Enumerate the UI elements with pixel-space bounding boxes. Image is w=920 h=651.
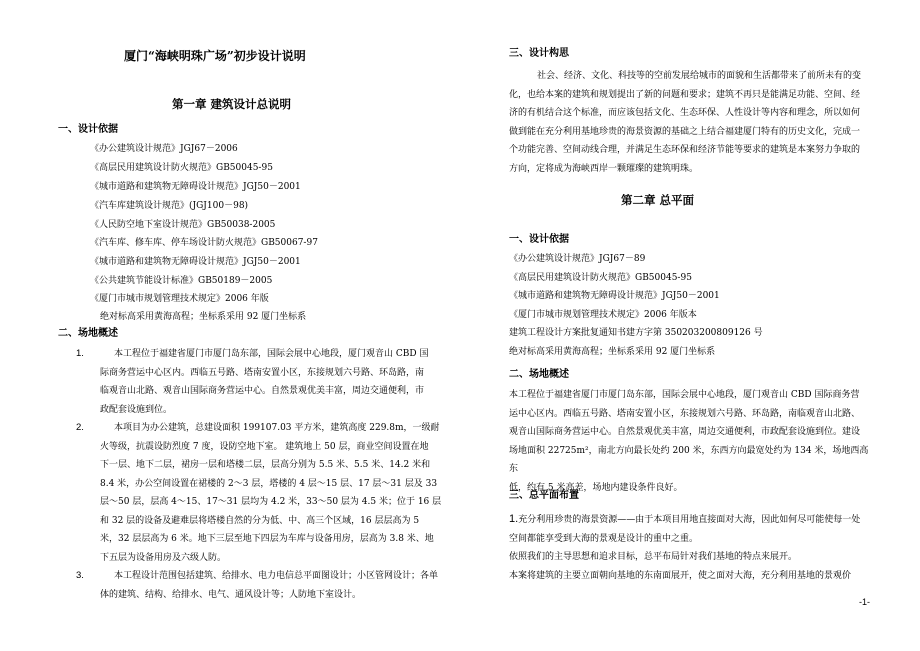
reference-item: 《高层民用建筑设计防火规范》GB50045-95	[90, 163, 273, 173]
reference-item: 《汽车库建筑设计规范》(JGJ100－98)	[90, 201, 249, 211]
paragraph-line: 下一层、地下二层，裙房一层和塔楼二层，层高分别为 5.5 米、5.5 米、14.2 米和	[100, 460, 431, 470]
paragraph-line: 层～50 层，层高 4～15、17～31 层均为 4.2 米，33～50 层为 4.5 米；位于 16 层	[100, 497, 442, 507]
paragraph-line: 运中心区内。西临五号路、塔南安置小区，东接规划六号路、环岛路，南临观音山北路、	[509, 408, 861, 419]
reference-item: 《城市道路和建筑物无障碍设计规范》JGJ50－2001	[90, 257, 301, 267]
item-number: 3.	[76, 570, 84, 581]
reference-item: 《汽车库、修车库、停车场设计防火规范》GB50067-97	[90, 238, 318, 248]
reference-item: 绝对标高采用黄海高程；坐标系采用 92 厦门坐标系	[509, 346, 716, 357]
paragraph-line: 观音山国际商务营运中心。自然景观优美丰富，周边交通便利，市政配套设施到位。建设	[509, 427, 861, 437]
paragraph-line: 和 32 层的设备及避难层将塔楼自然的分为低、中、高三个区域，16 层层高为 5	[100, 515, 420, 526]
basis-list	[509, 250, 763, 361]
chapter-2-title: 第二章 总平面	[621, 193, 695, 207]
layout-paragraph	[509, 510, 860, 585]
reference-item: 《高层民用建筑设计防火规范》GB50045-95	[509, 272, 692, 283]
section-heading-design-basis-2: 一、设计依据	[509, 234, 569, 245]
item-paragraph	[100, 345, 428, 419]
paragraph-line: 米，32 层层高为 6 米。地下三层至地下四层为车库与设备用房，层高为 3.8 米、地	[100, 534, 434, 544]
site-paragraph	[509, 386, 877, 497]
section-heading-design-basis: 一、设计依据	[58, 124, 118, 135]
reference-item: 《人民防空地下室设计规范》GB50038-2005	[90, 220, 276, 230]
section-heading-layout: 三、总平面布置	[509, 490, 579, 501]
section-heading-site-overview: 二、场地概述	[58, 328, 118, 339]
paragraph-line: 济的有机结合这个标准，而应该包括文化、生态环保、人性设计等内容和理念，所以如何	[509, 108, 861, 118]
paragraph-line: 场地面积 22725m²，南北方向最长处约 200 米，东西方向最宽处约为 134 米，场地西高东	[509, 445, 869, 474]
reference-item: 《办公建筑设计规范》JGJ67－2006	[90, 144, 238, 154]
reference-item: 《公共建筑节能设计标准》GB50189－2005	[90, 276, 273, 286]
paragraph-line: 8.4 米，办公空间设置在裙楼的 2～3 层，塔楼的 4 层～15 层、17 层～31 层及 33	[100, 478, 438, 489]
item-number: 1.	[509, 513, 519, 525]
paragraph-text: 充分利用珍贵的海景资源——由于本项目用地直接面对大海，因此如何尽可能使每一处	[518, 515, 861, 525]
paragraph-line: 方向，定将成为海峡西岸一颗璀璨的建筑明珠。	[509, 163, 699, 174]
paragraph-line: 体的建筑、结构、给排水、电气、通风设计等；人防地下室设计。	[100, 589, 362, 600]
item-paragraph	[100, 419, 441, 567]
paragraph-line: 火等级，抗震设防烈度 7 度，设防空地下室。 建筑地上 50 层，商业空间设置在地	[100, 441, 429, 452]
item-number: 2.	[76, 422, 84, 433]
chapter-1-title: 第一章 建筑设计总说明	[172, 97, 292, 111]
paragraph-line: 本工程位于福建省厦门市厦门岛东部，国际会展中心地段，厦门观音山 CBD 国	[114, 349, 429, 359]
reference-item: 《厦门市城市规划管理技术规定》2006 年版	[90, 294, 269, 304]
paragraph-line: 做到能在充分利用基地珍贵的海景资源的基础之上结合福建厦门特有的历史文化，完成一	[509, 126, 861, 137]
item-number: 1.	[76, 348, 84, 359]
paragraph-line: 本工程设计范围包括建筑、给排水、电力电信总平面图设计；小区管网设计；各单	[114, 571, 439, 581]
item-paragraph	[100, 567, 438, 604]
paragraph-line: 低，约有 5 米高差，场地内建设条件良好。	[509, 482, 683, 493]
page-number: -1-	[859, 597, 870, 607]
reference-item: 建筑工程设计方案批复通知书建方字第 350203200809126 号	[509, 328, 763, 338]
paragraph-line: 依照我们的主导思想和追求目标，总平布局针对我们基地的特点来展开。	[509, 552, 798, 562]
paragraph-line: 下五层为设备用房及六级人防。	[100, 552, 227, 563]
section-heading-site-overview-2: 二、场地概述	[509, 369, 569, 380]
paragraph-line: 际商务营运中心区内。西临五号路、塔南安置小区，东接规划六号路、环岛路，南	[100, 367, 425, 378]
paragraph-line: 个功能完善、空间动线合理，并满足生态环保和经济节能等要求的建筑是本案努力争取的	[509, 145, 861, 155]
paragraph-line: 本案将建筑的主要立面朝向基地的东南面展开，使之面对大海，充分利用基地的景观价	[509, 570, 852, 581]
reference-item: 《城市道路和建筑物无障碍设计规范》JGJ50－2001	[90, 182, 301, 192]
paragraph-line: 化，也给本案的建筑和规划提出了新的问题和要求；建筑不再只是能满足功能、空间、经	[509, 89, 861, 100]
paragraph-line: 本工程位于福建省厦门市厦门岛东部，国际会展中心地段，厦门观音山 CBD 国际商务营	[509, 390, 860, 400]
reference-item: 绝对标高采用黄海高程；坐标系采用 92 厦门坐标系	[100, 312, 307, 322]
paragraph-line: 空间都能享受到大海的景观是设计的重中之重。	[509, 533, 699, 544]
paragraph-line	[509, 510, 860, 530]
reference-item: 《厦门市城市规划管理技术规定》2006 年版本	[509, 309, 697, 320]
concept-paragraph	[509, 67, 861, 178]
document-title: 厦门“海峡明珠广场”初步设计说明	[124, 49, 306, 63]
reference-item: 《办公建筑设计规范》JGJ67－89	[509, 254, 646, 264]
paragraph-line: 本项目为办公建筑，总建设面积 199107.03 平方米，建筑高度 229.8m，一级耐	[114, 423, 440, 433]
section-heading-design-concept: 三、设计构思	[509, 48, 569, 59]
reference-item: 《城市道路和建筑物无障碍设计规范》JGJ50－2001	[509, 291, 720, 301]
paragraph-line: 临观音山北路、观音山国际商务营运中心。自然景观优美丰富，周边交通便利，市	[100, 386, 425, 396]
paragraph-line: 政配套设施到位。	[100, 404, 173, 415]
paragraph-line: 社会、经济、文化、科技等的空前发展给城市的面貌和生活都带来了前所未有的变	[537, 71, 862, 81]
